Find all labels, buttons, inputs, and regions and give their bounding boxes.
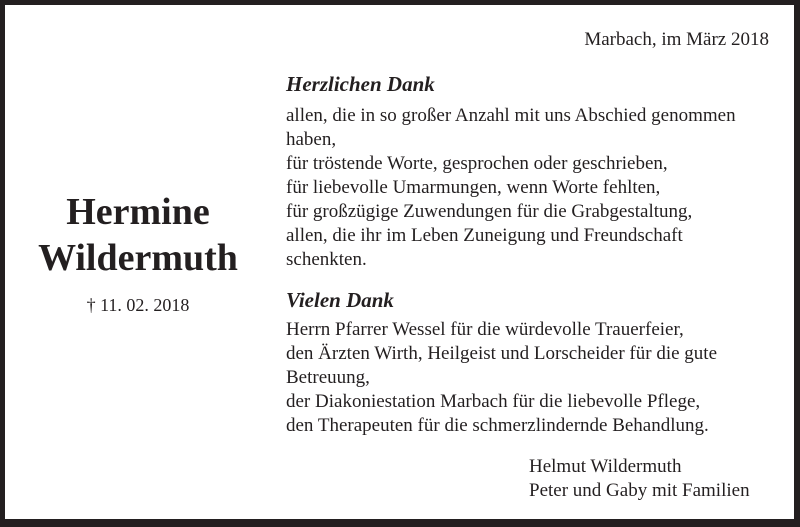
- signature-line: Peter und Gaby mit Familien: [529, 480, 750, 501]
- deceased-name: [5, 189, 271, 281]
- text-line: den Ärzten Wirth, Heilgeist und Lorscheider für die gute: [286, 343, 717, 364]
- text-line: haben,: [286, 129, 337, 150]
- heading-herzlichen-dank: Herzlichen Dank: [286, 72, 435, 96]
- text-line: Betreuung,: [286, 367, 370, 388]
- text-line: schenkten.: [286, 249, 367, 270]
- text-line: der Diakoniestation Marbach für die liebevolle Pflege,: [286, 391, 701, 412]
- first-name: Hermine: [66, 191, 210, 233]
- signatures: [529, 455, 750, 503]
- place-date: Marbach, im März 2018: [584, 29, 769, 50]
- heading-vielen-dank: Vielen Dank: [286, 288, 394, 312]
- text-line: allen, die in so großer Anzahl mit uns Abschied genommen: [286, 105, 736, 126]
- text-line: Herrn Pfarrer Wessel für die würdevolle Trauerfeier,: [286, 319, 684, 340]
- text-line: für tröstende Worte, gesprochen oder geschrieben,: [286, 153, 668, 174]
- signature-line: Helmut Wildermuth: [529, 456, 682, 477]
- section1-text: [286, 104, 736, 272]
- last-name: Wildermuth: [38, 237, 238, 279]
- section2-text: [286, 318, 717, 438]
- text-line: für großzügige Zuwendungen für die Grabgestaltung,: [286, 201, 693, 222]
- death-date: † 11. 02. 2018: [86, 295, 190, 315]
- text-line: allen, die ihr im Leben Zuneigung und Freundschaft: [286, 225, 683, 246]
- text-line: für liebevolle Umarmungen, wenn Worte fehlten,: [286, 177, 661, 198]
- text-line: den Therapeuten für die schmerzlindernde Behandlung.: [286, 415, 709, 436]
